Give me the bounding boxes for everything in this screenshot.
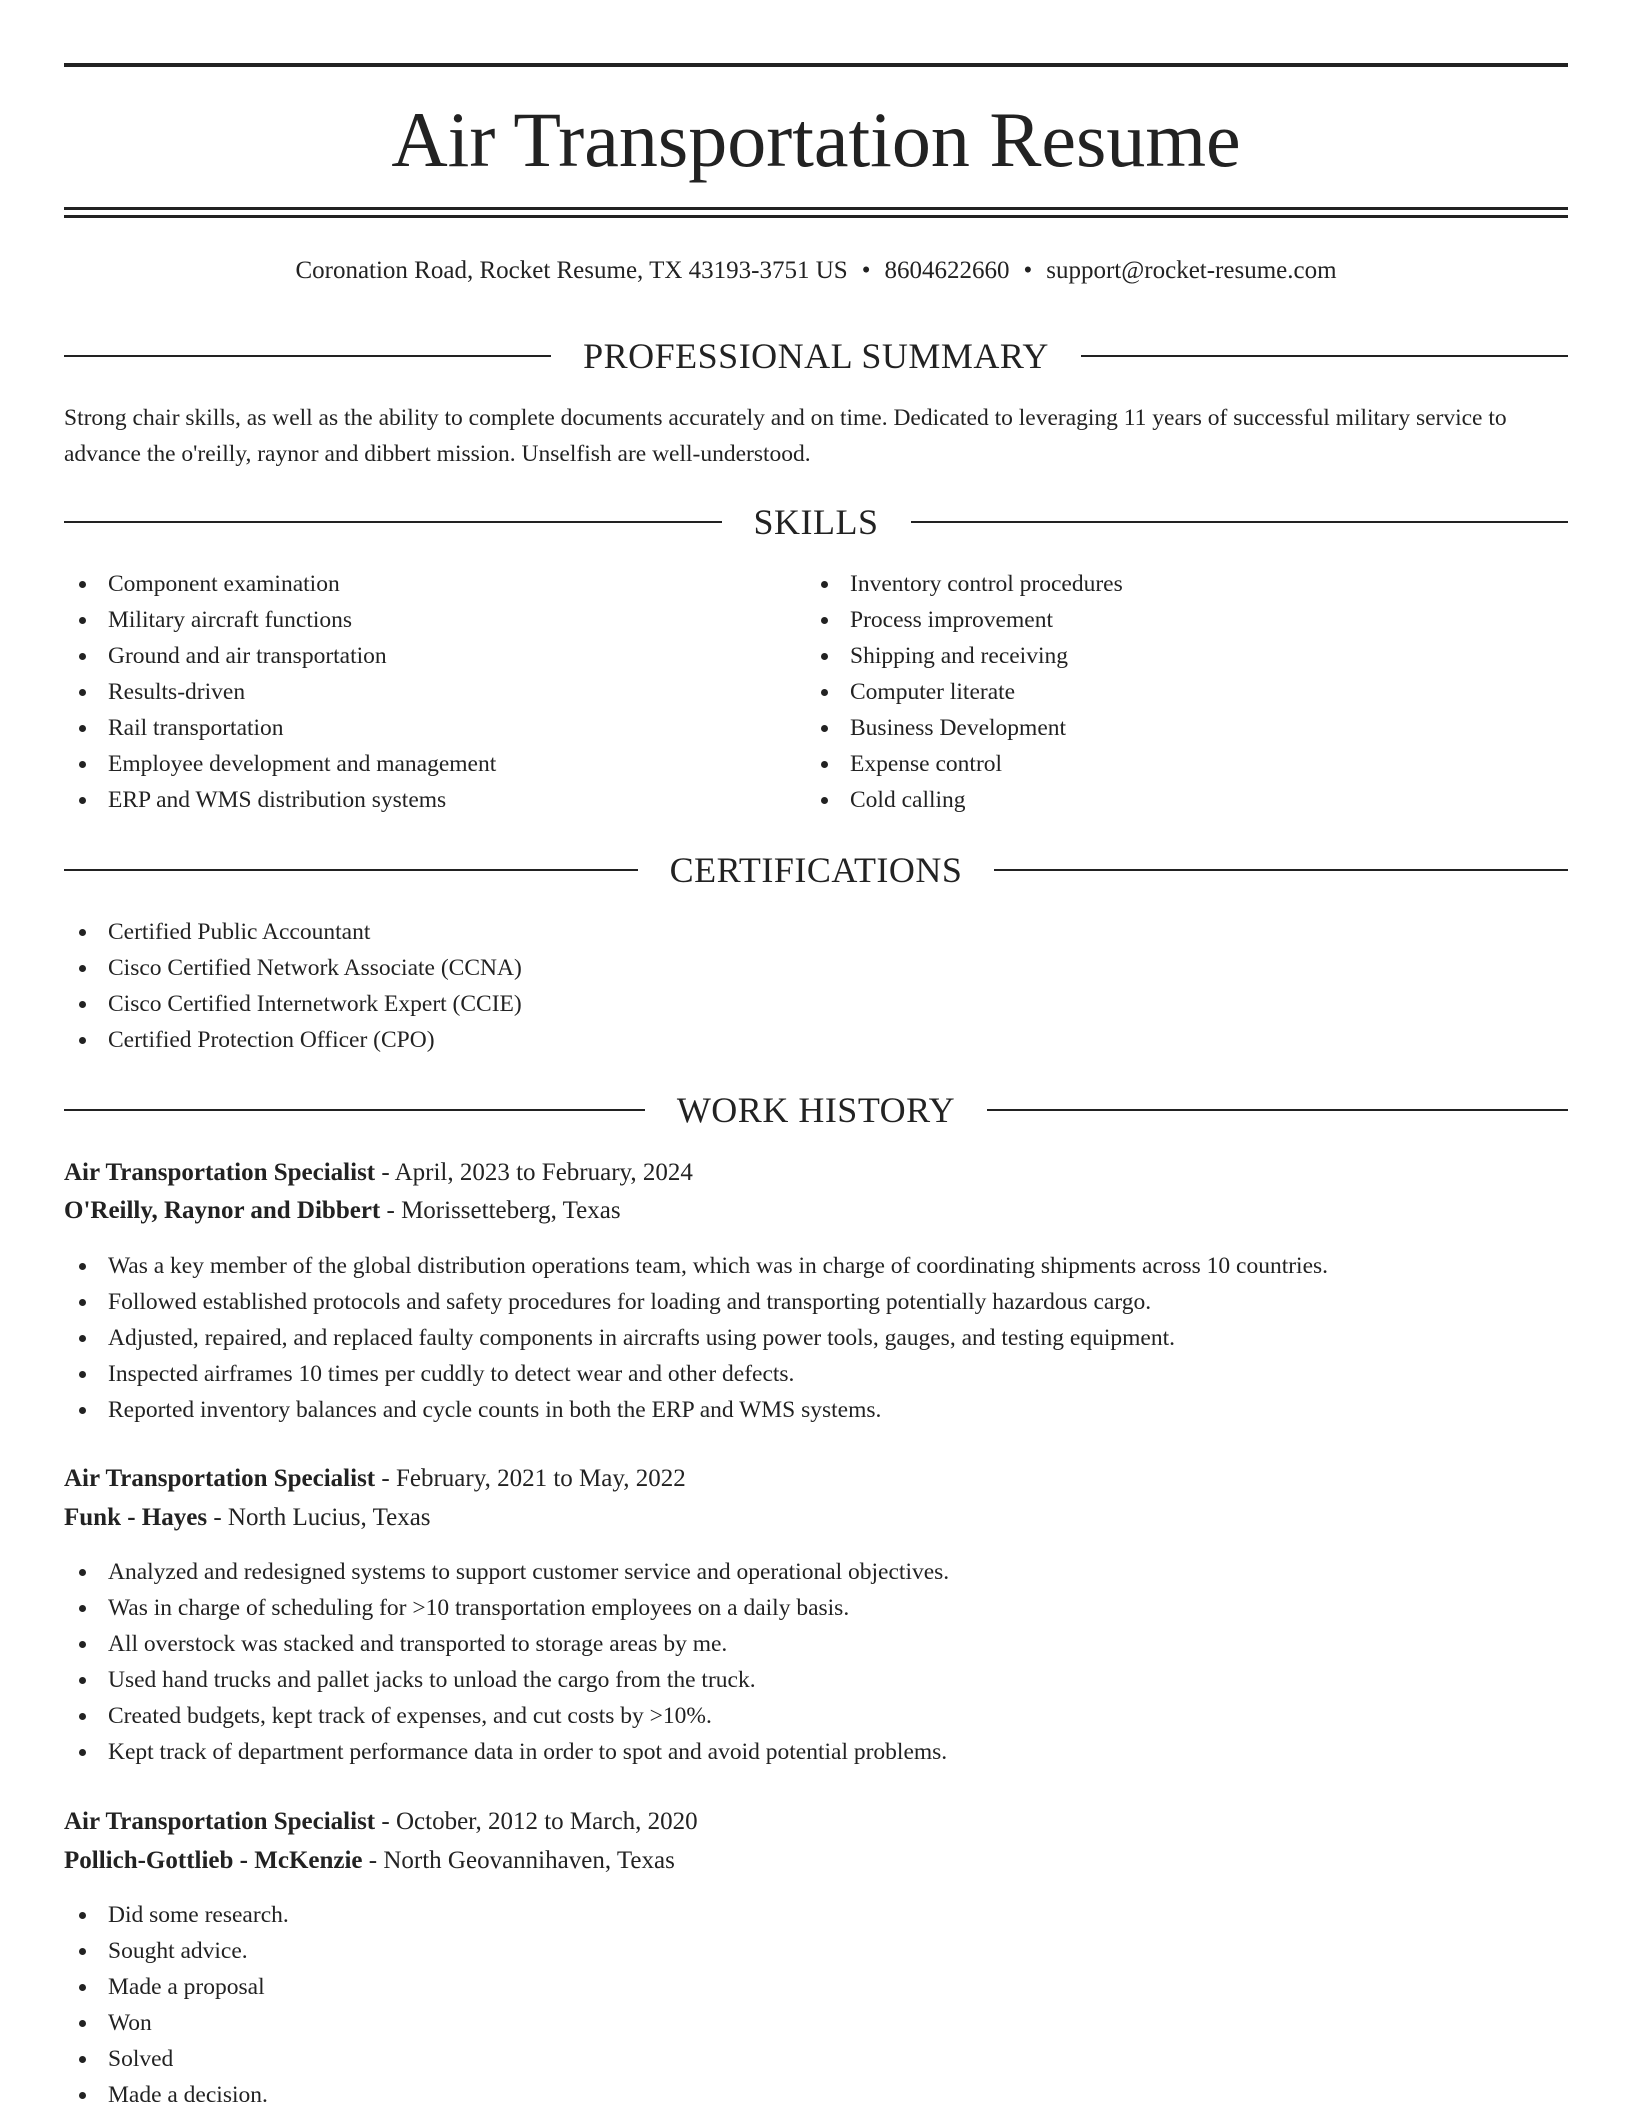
job-bullet: Adjusted, repaired, and replaced faulty components in aircrafts using power tools, gauges, and testing equipment.	[64, 1320, 1568, 1356]
skill-item: Ground and air transportation	[64, 638, 804, 674]
work-history-heading-label: WORK HISTORY	[676, 1090, 956, 1130]
job-title: Air Transportation Specialist	[64, 1465, 376, 1492]
skill-item: Inventory control procedures	[806, 566, 1546, 602]
heading-rule-right	[911, 521, 1569, 523]
contact-separator: •	[1023, 257, 1033, 284]
skills-heading	[64, 500, 1568, 544]
job-location: North Geovannihaven, Texas	[383, 1847, 675, 1874]
job-bullets	[64, 1248, 1568, 1428]
job-title: Air Transportation Specialist	[64, 1159, 376, 1186]
certification-item: Certified Protection Officer (CPO)	[64, 1022, 1568, 1058]
skill-item: Shipping and receiving	[806, 638, 1546, 674]
job-bullet: Won	[64, 2005, 1568, 2041]
heading-rule-right	[987, 1109, 1568, 1111]
title-rule-lower	[64, 215, 1568, 218]
job-bullet: Inspected airframes 10 times per cuddly to detect wear and other defects.	[64, 1356, 1568, 1392]
job-title-line: Air Transportation Specialist - April, 2023 to February, 2024	[64, 1159, 693, 1186]
job-bullet: Kept track of department performance data in order to spot and avoid potential problems.	[64, 1734, 1568, 1770]
summary-heading	[64, 334, 1568, 378]
work-history-heading	[64, 1088, 1568, 1132]
job-company: O'Reilly, Raynor and Dibbert	[64, 1197, 381, 1224]
heading-rule-right	[994, 869, 1568, 871]
skill-item: Process improvement	[806, 602, 1546, 638]
skills-list-right	[806, 566, 1546, 818]
job-bullet: Used hand trucks and pallet jacks to unload the cargo from the truck.	[64, 1662, 1568, 1698]
job-bullet: Reported inventory balances and cycle counts in both the ERP and WMS systems.	[64, 1392, 1568, 1428]
job-title-line: Air Transportation Specialist - October, 2012 to March, 2020	[64, 1808, 698, 1835]
skills-list-left	[64, 566, 804, 818]
job-company-line: Pollich-Gottlieb - McKenzie - North Geovannihaven, Texas	[64, 1847, 675, 1874]
skill-item: Employee development and management	[64, 746, 804, 782]
contact-address: Coronation Road, Rocket Resume, TX 43193-3751 US	[295, 257, 848, 284]
job-dates: February, 2021 to May, 2022	[395, 1465, 686, 1492]
certifications-list	[64, 914, 1568, 1058]
resume-title: Air Transportation Resume	[391, 96, 1241, 183]
skill-item: Military aircraft functions	[64, 602, 804, 638]
job-company-line: Funk - Hayes - North Lucius, Texas	[64, 1504, 431, 1531]
job-bullet: Was a key member of the global distribution operations team, which was in charge of coordinating shipments across 10 countries.	[64, 1248, 1568, 1284]
job-bullet: Made a proposal	[64, 1969, 1568, 2005]
heading-rule-left	[64, 869, 638, 871]
job-bullet: Did some research.	[64, 1897, 1568, 1933]
certification-item: Cisco Certified Internetwork Expert (CCIE)	[64, 986, 1568, 1022]
job-bullets	[64, 1897, 1568, 2113]
summary-heading-label: PROFESSIONAL SUMMARY	[583, 336, 1049, 376]
skill-item: Expense control	[806, 746, 1546, 782]
certifications-heading	[64, 848, 1568, 892]
job-location: North Lucius, Texas	[227, 1504, 431, 1531]
skill-item: Computer literate	[806, 674, 1546, 710]
job-bullet: Sought advice.	[64, 1933, 1568, 1969]
job-bullet: All overstock was stacked and transported to storage areas by me.	[64, 1626, 1568, 1662]
summary-text: Strong chair skills, as well as the ability to complete documents accurately and on time. Dedicated to leveraging 11 years of successful military service to advance the o'reilly, raynor and dibbert mission. Unselfish are well-understood.	[64, 405, 1507, 467]
heading-rule-left	[64, 1109, 645, 1111]
heading-rule-left	[64, 355, 551, 357]
contact-separator: •	[861, 257, 871, 284]
heading-rule-right	[1081, 355, 1568, 357]
title-rule-upper	[64, 207, 1568, 210]
job-title: Air Transportation Specialist	[64, 1808, 376, 1835]
job-dates: April, 2023 to February, 2024	[394, 1159, 693, 1186]
job-bullet: Was in charge of scheduling for >10 transportation employees on a daily basis.	[64, 1590, 1568, 1626]
contact-email: support@rocket-resume.com	[1046, 257, 1337, 284]
job-company: Funk - Hayes	[64, 1504, 208, 1531]
job-bullet: Followed established protocols and safety procedures for loading and transporting potentially hazardous cargo.	[64, 1284, 1568, 1320]
job-bullets	[64, 1554, 1568, 1770]
heading-rule-left	[64, 521, 722, 523]
job-title-line: Air Transportation Specialist - February, 2021 to May, 2022	[64, 1465, 686, 1492]
skill-item: Results-driven	[64, 674, 804, 710]
skill-item: Rail transportation	[64, 710, 804, 746]
certifications-heading-label: CERTIFICATIONS	[669, 850, 963, 890]
certification-item: Certified Public Accountant	[64, 914, 1568, 950]
skill-item: Component examination	[64, 566, 804, 602]
contact-line	[64, 254, 1568, 288]
skill-item: Business Development	[806, 710, 1546, 746]
job-bullet: Created budgets, kept track of expenses, and cut costs by >10%.	[64, 1698, 1568, 1734]
job-location: Morissetteberg, Texas	[401, 1197, 621, 1224]
job-company-line: O'Reilly, Raynor and Dibbert - Morissetteberg, Texas	[64, 1197, 621, 1224]
certification-item: Cisco Certified Network Associate (CCNA)	[64, 950, 1568, 986]
job-bullet: Analyzed and redesigned systems to support customer service and operational objectives.	[64, 1554, 1568, 1590]
skills-heading-label: SKILLS	[753, 502, 879, 542]
job-dates: October, 2012 to March, 2020	[395, 1808, 698, 1835]
skill-item: Cold calling	[806, 782, 1546, 818]
top-rule	[64, 63, 1568, 67]
skill-item: ERP and WMS distribution systems	[64, 782, 804, 818]
job-bullet: Solved	[64, 2041, 1568, 2077]
contact-phone: 8604622660	[884, 257, 1010, 284]
job-bullet: Made a decision.	[64, 2077, 1568, 2113]
job-company: Pollich-Gottlieb - McKenzie	[64, 1847, 363, 1874]
